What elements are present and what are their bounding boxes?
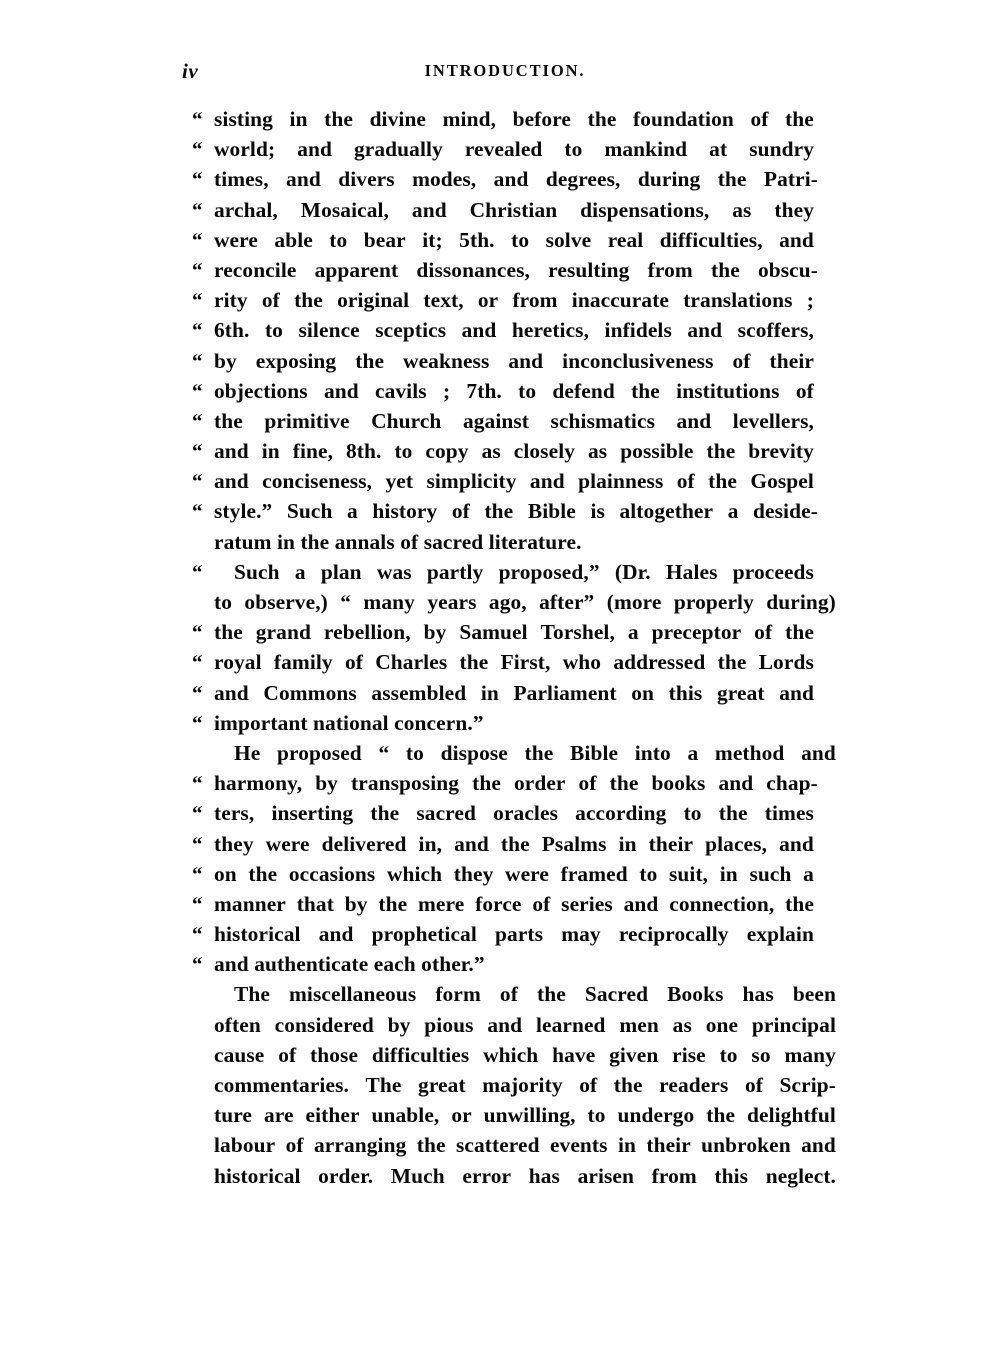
open-quote-mark: “ <box>192 559 203 584</box>
open-quote-mark: “ <box>192 922 203 947</box>
page-folio-number: iv <box>182 59 199 83</box>
text-line-content: ters, inserting the sacred oracles according to the times <box>214 801 814 826</box>
open-quote-mark: “ <box>192 620 203 645</box>
text-line-content: and authenticate each other.” <box>214 952 485 977</box>
text-line <box>192 889 814 919</box>
text-line <box>192 708 814 738</box>
open-quote-mark: “ <box>192 167 203 192</box>
text-line-content: and in fine, 8th. to copy as closely as possible the brevity <box>214 439 814 464</box>
text-line-content: world; and gradually revealed to mankind at sundry <box>214 137 814 162</box>
text-line-content: archal, Mosaical, and Christian dispensations, as they <box>214 197 814 222</box>
text-line-content: and Commons assembled in Parliament on this great and <box>214 680 814 705</box>
body-text-block <box>192 104 836 1191</box>
text-line <box>192 919 814 949</box>
text-line-content: on the occasions which they were framed to suit, in such a <box>214 861 814 886</box>
text-line-content: the grand rebellion, by Samuel Torshel, a preceptor of the <box>214 620 814 645</box>
text-line-content: times, and divers modes, and degrees, during the Patri- <box>214 167 818 192</box>
text-line-content: by exposing the weakness and inconclusiveness of their <box>214 348 814 373</box>
open-quote-mark: “ <box>192 288 203 313</box>
text-line <box>192 1130 836 1160</box>
open-quote-mark: “ <box>192 107 203 131</box>
text-line-content: cause of those difficulties which have given rise to so many <box>214 1042 836 1067</box>
text-line <box>192 255 818 285</box>
open-quote-mark: “ <box>192 439 203 464</box>
text-line-content: labour of arranging the scattered events in their unbroken and <box>214 1133 836 1158</box>
open-quote-mark: “ <box>192 137 203 162</box>
text-line <box>192 859 814 889</box>
open-quote-mark: “ <box>192 831 203 856</box>
text-line <box>192 829 814 859</box>
text-line-content: they were delivered in, and the Psalms in their places, and <box>214 831 814 856</box>
running-head-title: INTRODUCTION. <box>424 61 586 80</box>
text-line <box>192 647 814 677</box>
open-quote-mark: “ <box>192 952 203 977</box>
text-line <box>192 225 814 255</box>
open-quote-mark: “ <box>192 801 203 826</box>
open-quote-mark: “ <box>192 680 203 705</box>
open-quote-mark: “ <box>192 469 203 494</box>
open-quote-mark: “ <box>192 861 203 886</box>
open-quote-mark: “ <box>192 348 203 373</box>
text-line <box>192 587 836 617</box>
text-line <box>192 949 814 979</box>
text-line-content: Such a plan was partly proposed,” (Dr. Hales proceeds <box>234 559 814 584</box>
text-line-content: reconcile apparent dissonances, resulting from the obscu- <box>214 257 818 282</box>
open-quote-mark: “ <box>192 378 203 403</box>
open-quote-mark: “ <box>192 197 203 222</box>
text-line <box>192 979 836 1009</box>
text-line <box>192 164 818 194</box>
text-line-content: The miscellaneous form of the Sacred Books has been <box>234 982 836 1007</box>
text-line-content: historical order. Much error has arisen from this neglect. <box>214 1163 836 1188</box>
open-quote-mark: “ <box>192 227 203 252</box>
text-line-content: sisting in the divine mind, before the foundation of the <box>214 107 814 131</box>
text-line <box>192 1161 836 1191</box>
open-quote-mark: “ <box>192 499 203 524</box>
text-line <box>192 315 814 345</box>
text-line <box>192 376 814 406</box>
running-head <box>0 58 1000 84</box>
text-line-content: objections and cavils ; 7th. to defend the institutions of <box>214 378 814 403</box>
text-line <box>192 436 814 466</box>
text-line-content: 6th. to silence sceptics and heretics, infidels and scoffers, <box>214 318 814 343</box>
text-line <box>192 195 814 225</box>
text-line <box>192 798 814 828</box>
text-line <box>192 104 814 134</box>
text-line-content: often considered by pious and learned men as one principal <box>214 1012 836 1037</box>
text-line <box>192 617 814 647</box>
text-line <box>192 768 818 798</box>
text-line <box>192 496 818 526</box>
text-line <box>192 678 814 708</box>
text-line-content: ture are either unable, or unwilling, to undergo the delightful <box>214 1103 836 1128</box>
open-quote-mark: “ <box>192 771 203 796</box>
text-line-content: and conciseness, yet simplicity and plainness of the Gospel <box>214 469 814 494</box>
text-line-content: commentaries. The great majority of the readers of Scrip- <box>214 1073 836 1097</box>
text-line-content: rity of the original text, or from inaccurate translations ; <box>214 288 814 313</box>
text-line-content: harmony, by transposing the order of the books and chap- <box>214 771 818 796</box>
text-line <box>192 738 836 768</box>
text-line-content: the primitive Church against schismatics and levellers, <box>214 408 814 433</box>
text-line <box>192 346 814 376</box>
text-line <box>192 1040 836 1070</box>
text-line-content: He proposed “ to dispose the Bible into a method and <box>234 740 836 765</box>
open-quote-mark: “ <box>192 318 203 343</box>
open-quote-mark: “ <box>192 710 203 735</box>
text-line <box>192 466 814 496</box>
text-line <box>192 1100 836 1130</box>
text-line-content: historical and prophetical parts may reciprocally explain <box>214 922 814 947</box>
text-line-content: were able to bear it; 5th. to solve real difficulties, and <box>214 227 814 252</box>
text-line <box>192 406 814 436</box>
text-line-content: manner that by the mere force of series and connection, the <box>214 891 814 916</box>
open-quote-mark: “ <box>192 257 203 282</box>
text-line-content: to observe,) “ many years ago, after” (more properly during) <box>214 590 836 614</box>
text-line <box>192 557 814 587</box>
text-line <box>192 1010 836 1040</box>
text-line-content: ratum in the annals of sacred literature. <box>214 529 582 554</box>
text-line <box>192 134 814 164</box>
text-line <box>192 1070 836 1100</box>
text-line <box>192 527 814 557</box>
text-line-content: important national concern.” <box>214 710 484 735</box>
text-line-content: royal family of Charles the First, who addressed the Lords <box>214 650 814 675</box>
open-quote-mark: “ <box>192 650 203 675</box>
text-line <box>192 285 814 315</box>
text-line-content: style.” Such a history of the Bible is altogether a deside- <box>214 499 818 524</box>
open-quote-mark: “ <box>192 408 203 433</box>
open-quote-mark: “ <box>192 891 203 916</box>
